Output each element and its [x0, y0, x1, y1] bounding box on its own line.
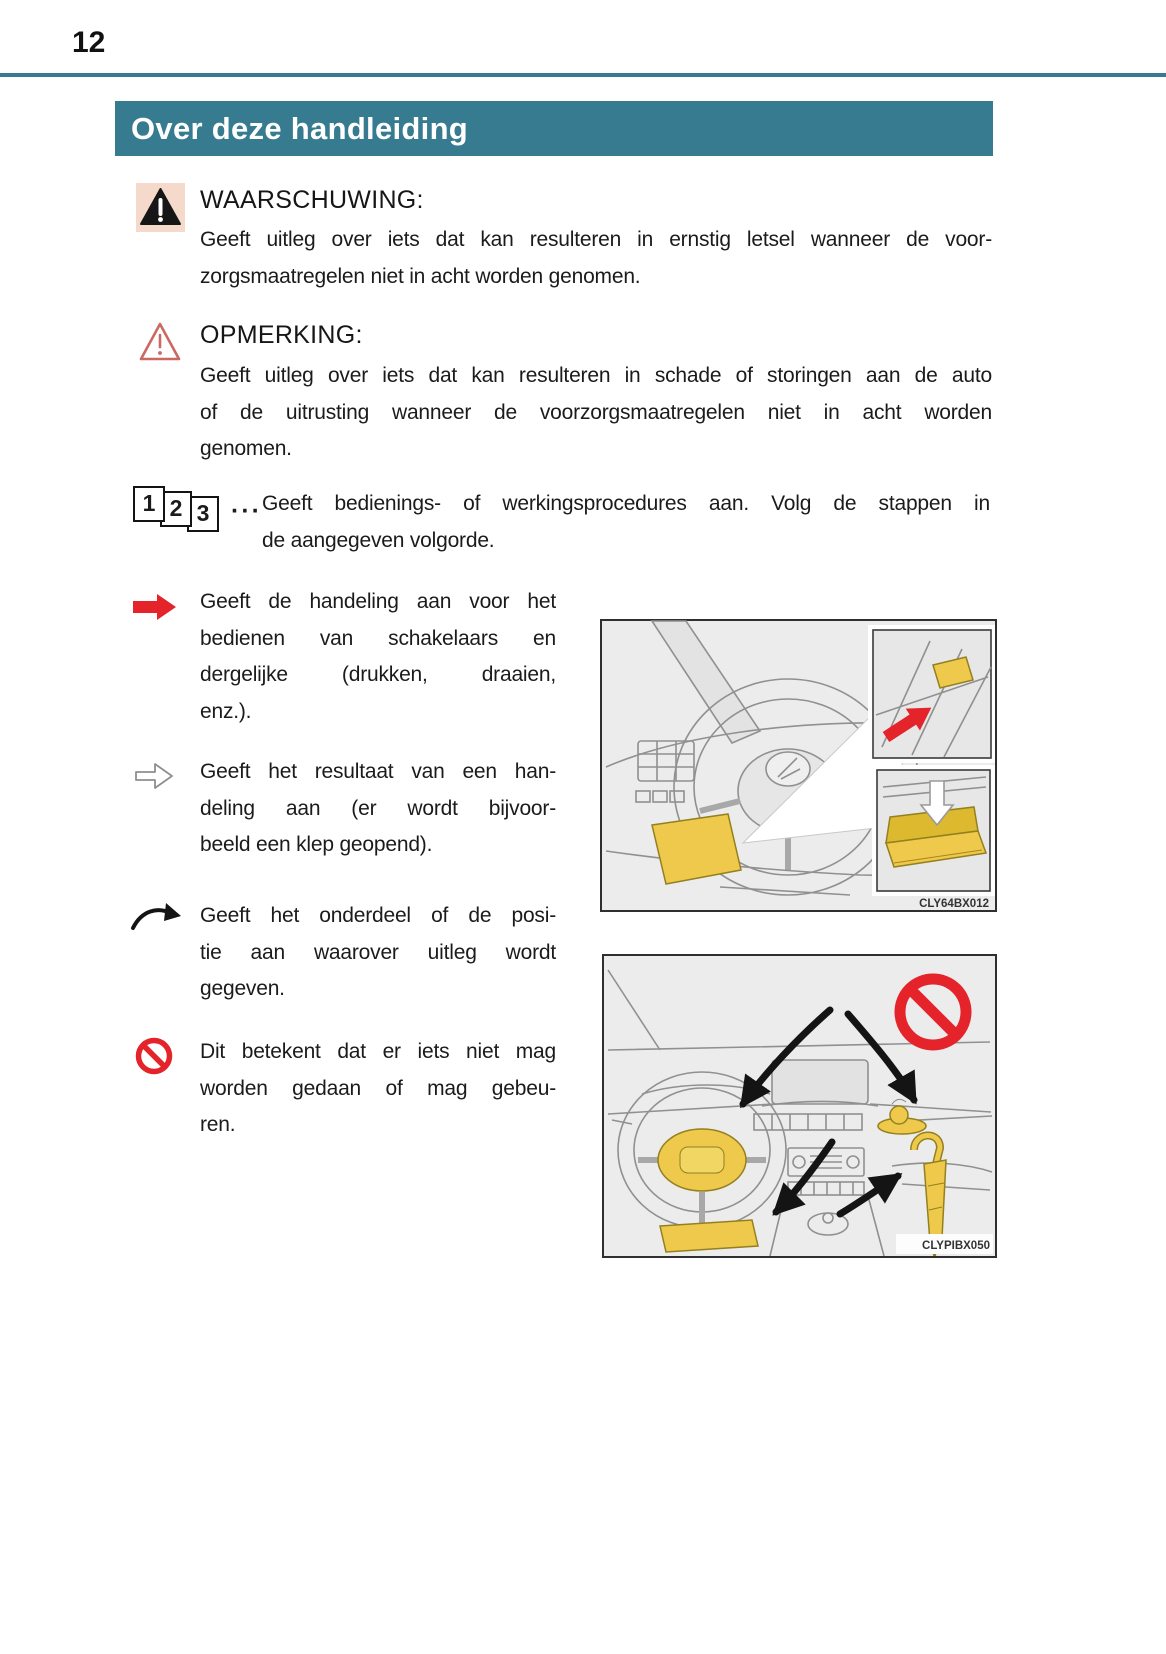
action-body-line: enz.).: [200, 699, 252, 723]
result-body-line: deling aan (er wordt bijvoor-: [200, 796, 556, 820]
inset-open-button: [868, 625, 995, 763]
action-arrow-icon: [133, 592, 177, 627]
top-rule: [0, 73, 1166, 77]
numbered-steps-icon: [133, 486, 262, 526]
prohibition-body-line: ren.: [200, 1113, 236, 1136]
step-box-2: 2: [160, 491, 192, 527]
result-body-line: Geeft het resultaat van een han-: [200, 760, 556, 783]
knee-panel-highlight: [660, 1220, 758, 1252]
notice-body-line: Geeft uitleg over iets dat kan resulteren in schade of storingen aan de auto: [200, 364, 992, 387]
inset-open-box: [872, 765, 995, 896]
warning-triangle-icon: [136, 183, 185, 237]
steps-body-line: Geeft bedienings- of werkingsprocedures aan. Volg de stappen in: [262, 492, 990, 515]
action-body-line: Geeft de handeling aan voor het: [200, 590, 556, 613]
action-body-line: dergelijke (drukken, draaien,: [200, 663, 556, 686]
prohibition-body: [200, 1034, 556, 1144]
action-body-line: bedienen van schakelaars en: [200, 626, 556, 650]
chapter-title-bar: [115, 101, 993, 156]
step-box-3: 3: [187, 496, 219, 532]
notice-triangle-icon: [138, 320, 182, 369]
position-body-line: Geeft het onderdeel of de posi-: [200, 904, 556, 927]
result-body-line: beeld een klep geopend).: [200, 833, 433, 856]
result-body: [200, 754, 556, 864]
figure-caption: CLYPIBX050: [922, 1240, 990, 1252]
steps-body-line: de aangegeven volgorde.: [262, 528, 495, 552]
step-dots: ···: [231, 497, 262, 525]
prohibition-icon: [134, 1036, 174, 1081]
figure-glovebox: [600, 619, 997, 912]
step-box-1: 1: [133, 486, 165, 522]
figure-dashboard: [602, 954, 997, 1258]
result-arrow-icon: [134, 760, 174, 797]
position-arrow-icon: [130, 900, 182, 941]
warning-body-line: Geeft uitleg over iets dat kan resulteren in ernstig letsel wanneer de voor-: [200, 228, 992, 251]
warning-title: WAARSCHUWING:: [200, 186, 424, 214]
prohibition-body-line: worden gedaan of mag gebeu-: [200, 1076, 556, 1100]
figure-caption: CLY64BX012: [919, 898, 989, 910]
warning-body-line: zorgsmaatregelen niet in acht worden genomen.: [200, 264, 641, 288]
position-body: [200, 898, 556, 1008]
notice-body: [200, 358, 992, 468]
notice-title: OPMERKING:: [200, 321, 363, 349]
chapter-title: Over deze handleiding: [131, 111, 469, 146]
page-number: 12: [72, 26, 106, 59]
warning-body: [200, 222, 992, 295]
notice-body-line: genomen.: [200, 437, 292, 460]
steps-body: [262, 486, 990, 559]
action-body: [200, 584, 556, 730]
position-body-line: tie aan waarover uitleg wordt: [200, 940, 556, 964]
notice-body-line: of de uitrusting wanneer de voorzorgsmaatregelen niet in acht worden: [200, 400, 992, 424]
position-body-line: gegeven.: [200, 977, 285, 1000]
prohibition-body-line: Dit betekent dat er iets niet mag: [200, 1040, 556, 1063]
